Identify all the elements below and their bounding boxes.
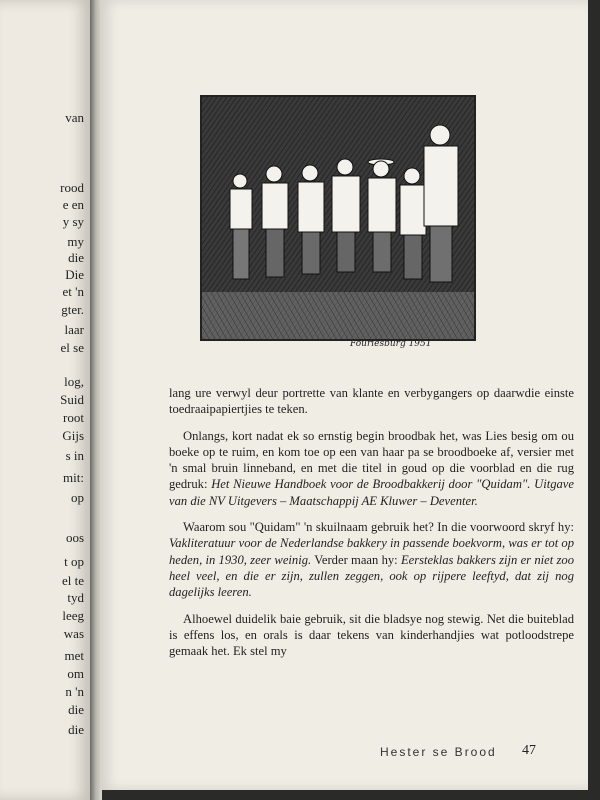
left-page-fragment: mit: — [63, 470, 84, 485]
left-page-fragment: t op — [64, 554, 84, 569]
left-page-fragment: van — [65, 110, 84, 125]
running-footer-title: Hester se Brood — [380, 745, 497, 759]
paragraph-2-text: Onlangs, kort nadat ek so ernstig begin broodbak het, was Lies besig om ou boeke op te ruim, en kom toe op een van haar pa se broodboeke af, versier met 'n smal bruin linneband, en met die titel in goud op die voorblad en die rug gedruk: — [169, 428, 574, 492]
left-page-fragment: y sy — [62, 214, 84, 229]
page-number: 47 — [522, 743, 536, 758]
paragraph-3 — [169, 519, 574, 600]
book-title: Het Nieuwe Handboek voor de Broodbakkerij door "Quidam". Uitgave van die NV Uitgevers – Maatschappij AE Kluwer – Deventer. — [169, 477, 574, 508]
left-page-fragment: om — [67, 666, 84, 681]
left-page-fragment: gter. — [61, 302, 84, 317]
paragraph-1: lang ure verwyl deur portrette van klante en verbygangers op daarwdie einste toedraaipapiertjies te teken. — [169, 386, 574, 417]
paragraph-3-mid: Verder maan hy: — [311, 552, 401, 567]
left-page-fragment: op — [71, 490, 84, 505]
left-page-fragment: root — [63, 410, 84, 425]
left-page-fragment: oos — [65, 530, 84, 545]
left-page-fragment: Suid — [60, 392, 84, 407]
left-page-fragment: die — [68, 722, 84, 737]
left-page-fragment: leeg — [62, 608, 84, 623]
right-page — [100, 0, 588, 790]
left-page-fragment: was — [63, 626, 84, 641]
left-page-fragment: log, — [64, 374, 84, 389]
left-page-fragment: Gijs — [62, 428, 84, 443]
body-text — [169, 385, 574, 669]
left-page-fragment: n 'n — [65, 684, 84, 699]
left-page-fragment: et 'n — [62, 284, 84, 299]
paragraph-4: Alhoewel duidelik baie gebruik, sit die bladsye nog stewig. Net die buiteblad is effens los, en orals is daar tekens van kinderhandjies wat potloodstrepe gemaak het. Ek stel my — [169, 611, 574, 659]
left-page-fragment: Die — [65, 267, 84, 282]
left-page — [0, 0, 92, 800]
left-page-fragment: el te — [61, 573, 84, 588]
left-page-fragment: met — [64, 648, 84, 663]
left-page-fragment: die — [68, 250, 84, 265]
left-page-fragment: s in — [65, 448, 84, 463]
paragraph-3-text: Waarom sou "Quidam" 'n skuilnaam gebruik het? In die voorwoord skryf hy: — [183, 520, 574, 535]
left-page-fragment: die — [68, 702, 84, 717]
bakers-sketch-image — [202, 97, 474, 339]
left-page-fragment: my — [67, 234, 84, 249]
paragraph-2 — [169, 428, 574, 509]
bakers-illustration — [200, 95, 476, 341]
left-page-fragment: laar — [64, 322, 84, 337]
foreword-quote-1: Vakliteratuur voor de Nederlandse bakkery in passende boekvorm, was er tot op heden, in 1930, zeer weinig. — [169, 536, 574, 567]
left-page-fragment: rood — [60, 180, 84, 195]
left-page-fragment: tyd — [67, 590, 84, 605]
left-page-fragment: e en — [62, 197, 84, 212]
illustration-caption: Fouriesburg 1951 — [350, 339, 432, 349]
left-page-fragment: el se — [60, 340, 84, 355]
foreword-quote-2: Eersteklas bakkers zijn er niet zoo heel veel, en die er zijn, zullen zeggen, ook op rijpere leeftyd, dat zij nog dagelijks leeren. — [169, 552, 575, 600]
